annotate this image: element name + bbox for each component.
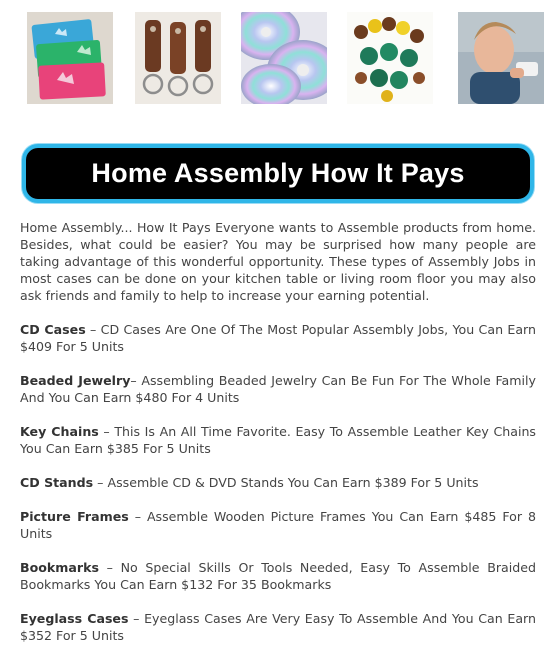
- beaded-jewelry-image: [347, 12, 433, 104]
- item-desc: – Assemble CD & DVD Stands You Can Earn $389 For 5 Units: [93, 475, 479, 490]
- item-name: Bookmarks: [20, 560, 99, 575]
- intro-paragraph: Home Assembly... How It Pays Everyone wants to Assemble products from home. Besides, what could be easier? You may be surprised how many people are taking advantage of this wonderful opportunity. These types of Assembly Jobs in most cases can be done on your kitchen table or living room floor you may also ask friends and family to help to increase your earning potential.: [20, 220, 536, 303]
- list-item-key-chains: [20, 423, 536, 457]
- key-chains-image: [135, 12, 221, 104]
- child-portrait-image: [458, 12, 544, 104]
- list-item-eyeglass-cases: [20, 610, 536, 644]
- item-name: CD Cases: [20, 322, 86, 337]
- item-desc: – Assemble Wooden Picture Frames You Can Earn $485 For 8 Units: [20, 509, 536, 541]
- list-item-picture-frames: [20, 508, 536, 542]
- product-thumbnails: [0, 12, 550, 107]
- list-item-bookmarks: [20, 559, 536, 593]
- cd-discs-image: [241, 12, 327, 104]
- item-name: CD Stands: [20, 475, 94, 490]
- item-name: Picture Frames: [20, 509, 129, 524]
- article-content: [20, 219, 536, 661]
- item-name: Beaded Jewelry: [20, 373, 131, 388]
- item-desc: – This Is An All Time Favorite. Easy To Assemble Leather Key Chains You Can Earn $385 For 5 Units: [20, 424, 536, 456]
- item-name: Eyeglass Cases: [20, 611, 129, 626]
- list-item-cd-stands: [20, 474, 536, 491]
- item-desc: – Assembling Beaded Jewelry Can Be Fun For The Whole Family And You Can Earn $480 For 4 Units: [20, 373, 536, 405]
- item-desc: – No Special Skills Or Tools Needed, Easy To Assemble Braided Bookmarks You Can Earn $132 For 35 Bookmarks: [20, 560, 536, 592]
- item-desc: – CD Cases Are One Of The Most Popular Assembly Jobs, You Can Earn $409 For 5 Units: [20, 322, 536, 354]
- page-banner: [22, 144, 534, 203]
- item-desc: – Eyeglass Cases Are Very Easy To Assemble And You Can Earn $352 For 5 Units: [20, 611, 536, 643]
- list-item-beaded-jewelry: [20, 372, 536, 406]
- banner-title: Home Assembly How It Pays: [91, 158, 465, 188]
- eyeglass-cases-image: [27, 12, 113, 104]
- list-item-cd-cases: [20, 321, 536, 355]
- item-name: Key Chains: [20, 424, 99, 439]
